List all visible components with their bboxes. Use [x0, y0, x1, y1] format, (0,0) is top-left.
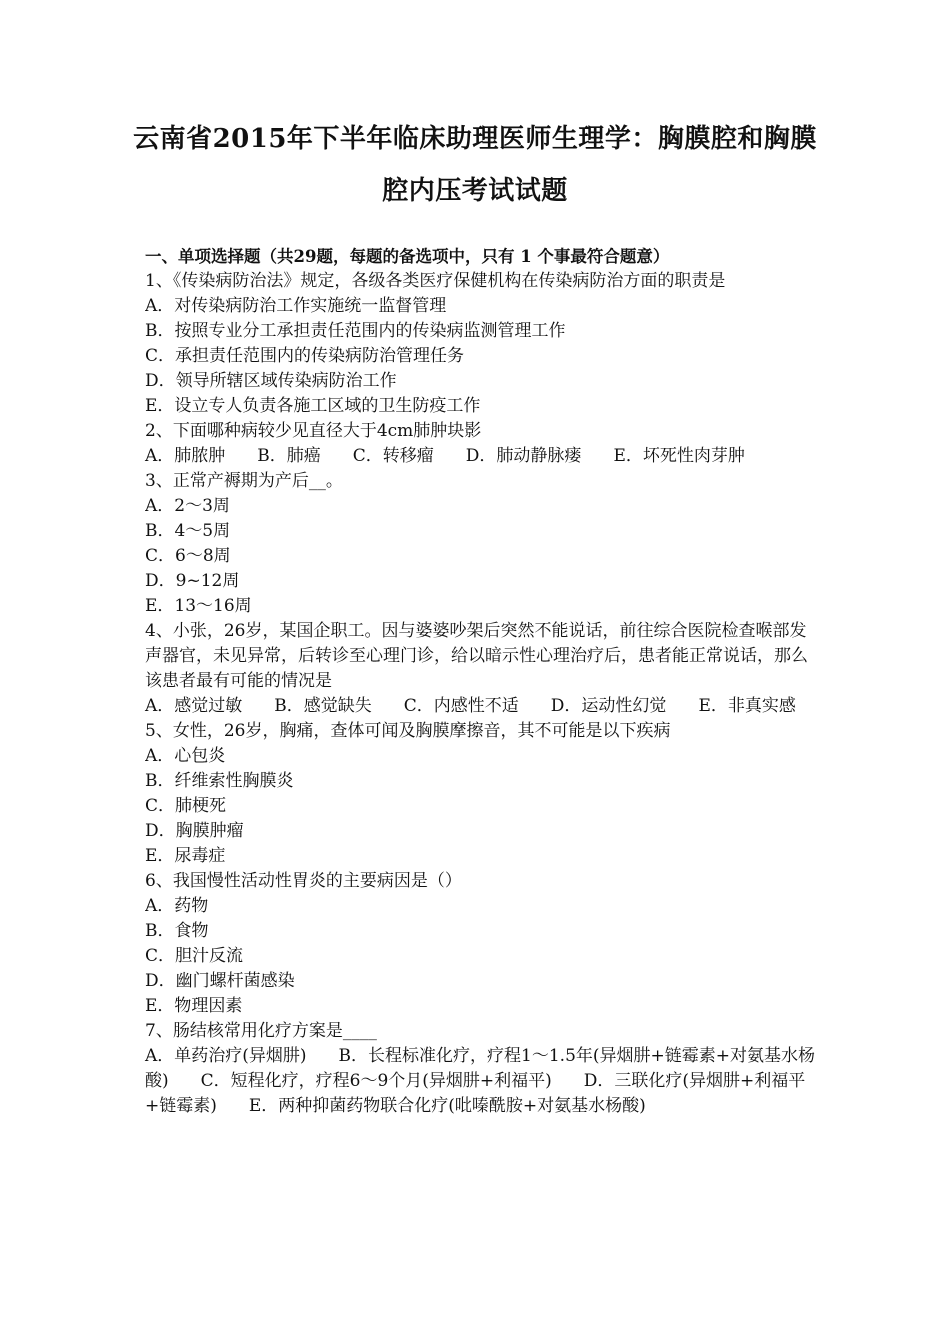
question-3-option-a: A．2～3周: [145, 496, 230, 516]
document-title-line-2: 腔内压考试试题: [382, 176, 568, 206]
question-3-stem: 3、正常产褥期为产后__。: [145, 471, 343, 491]
question-7-stem: 7、肠结核常用化疗方案是____: [145, 1021, 377, 1041]
question-5-option-c: C．肺梗死: [145, 796, 227, 816]
document-body: [145, 244, 815, 1119]
question-6-option-d: D．幽门螺杆菌感染: [145, 971, 295, 991]
question-4-options: [145, 694, 815, 719]
question-4-option-e: E．非真实感: [698, 696, 796, 716]
question-1-stem: 1、《传染病防治法》规定，各级各类医疗保健机构在传染病防治方面的职责是: [145, 271, 726, 291]
question-6-option-e: E．物理因素: [145, 996, 243, 1016]
question-1-option-e: E．设立专人负责各施工区域的卫生防疫工作: [145, 396, 481, 416]
question-5-option-d: D．胸膜肿瘤: [145, 821, 244, 841]
question-7-option-e: E．两种抑菌药物联合化疗(吡嗪酰胺+对氨基水杨酸): [248, 1096, 646, 1116]
question-3-option-e: E．13～16周: [145, 596, 252, 616]
question-7-option-b: B．长程标准化疗，疗程1～1.5年(异烟肼+链霉素+对氨基水杨酸): [145, 1046, 816, 1091]
question-2-option-a: A．肺脓肿: [145, 446, 226, 466]
question-1-option-a: A．对传染病防治工作实施统一监督管理: [145, 296, 447, 316]
question-5-option-a: A．心包炎: [145, 746, 226, 766]
question-2-option-e: E．坏死性肉芽肿: [613, 446, 745, 466]
question-5-option-b: B．纤维索性胸膜炎: [145, 771, 294, 791]
question-4-option-b: B．感觉缺失: [274, 696, 372, 716]
question-4-option-d: D．运动性幻觉: [550, 696, 667, 716]
question-2-option-c: C．转移瘤: [352, 446, 434, 466]
question-7-option-d: D．三联化疗(异烟肼+利福平+链霉素): [145, 1071, 806, 1116]
question-6-option-b: B．食物: [145, 921, 209, 941]
document-title-line-1: 云南省2015年下半年临床助理医师生理学：胸膜腔和胸膜: [133, 124, 817, 154]
question-1-option-c: C．承担责任范围内的传染病防治管理任务: [145, 346, 465, 366]
question-6-option-a: A．药物: [145, 896, 209, 916]
question-7-options: [145, 1044, 815, 1119]
question-6-stem: 6、我国慢性活动性胃炎的主要病因是（）: [145, 871, 462, 891]
question-4-option-c: C．内感性不适: [403, 696, 519, 716]
section-heading: 一、单项选择题（共29题，每题的备选项中，只有 1 个事最符合题意）: [145, 247, 670, 266]
question-2-option-d: D．肺动静脉瘘: [465, 446, 582, 466]
question-4-stem: 4、小张，26岁，某国企职工。因与婆婆吵架后突然不能说话，前往综合医院检查喉部发声器官，未见异常，后转诊至心理门诊，给以暗示性心理治疗后，患者能正常说话，那么该患者最有可能的情况是: [145, 621, 808, 691]
question-2-stem: 2、下面哪种病较少见直径大于4cm肺肿块影: [145, 421, 482, 441]
question-7-option-a: A．单药治疗(异烟肼): [145, 1046, 307, 1066]
question-2-option-b: B．肺癌: [257, 446, 321, 466]
question-3-option-c: C．6～8周: [145, 546, 231, 566]
question-6-option-c: C．胆汁反流: [145, 946, 244, 966]
question-5-option-e: E．尿毒症: [145, 846, 226, 866]
question-5-stem: 5、女性，26岁，胸痛，查体可闻及胸膜摩擦音，其不可能是以下疾病: [145, 721, 671, 741]
question-1-option-b: B．按照专业分工承担责任范围内的传染病监测管理工作: [145, 321, 566, 341]
question-3-option-b: B．4～5周: [145, 521, 231, 541]
question-4-option-a: A．感觉过敏: [145, 696, 243, 716]
question-3-option-d: D．9~12周: [145, 571, 240, 591]
question-1-option-d: D．领导所辖区域传染病防治工作: [145, 371, 397, 391]
question-2-options: [145, 444, 815, 469]
question-7-option-c: C．短程化疗，疗程6～9个月(异烟肼+利福平): [200, 1071, 552, 1091]
